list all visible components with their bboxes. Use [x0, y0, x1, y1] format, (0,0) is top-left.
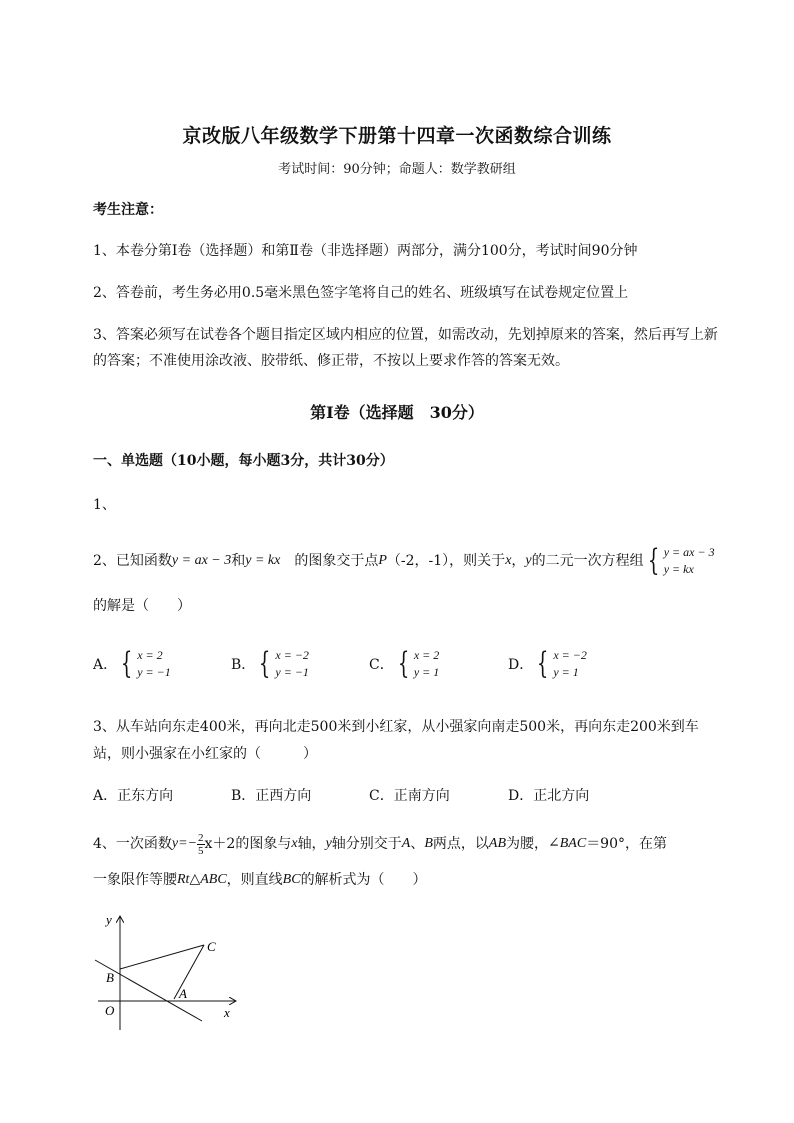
segment-bc	[120, 945, 204, 969]
note-item-3: 3、答案必须写在试卷各个题目指定区域内相应的位置，如需改动，先划掉原来的答案，然后再写上新	[93, 327, 718, 343]
q4-sep: 、	[410, 836, 425, 852]
q2-option-b-label: B．	[231, 657, 256, 673]
q4-fraction	[197, 832, 205, 857]
question-2	[93, 540, 715, 582]
q2-option-c-line-1: x = 2	[413, 648, 440, 662]
q3-option-b[interactable]: B．正西方向	[231, 788, 312, 804]
q2-equation-system: { y = ax − 3 y = kx	[647, 543, 715, 578]
q4-rest-2: 轴，	[297, 836, 326, 852]
note-item-2: 2、答卷前，考生务必用0.5毫米黑色签字笔将自己的姓名、班级填写在试卷规定位置上	[93, 285, 629, 301]
exam-info: 考试时间：90分钟；命题人：数学教研组	[278, 162, 516, 177]
q2-option-a[interactable]: A． { x = 2 y = −1	[93, 646, 171, 681]
q4-rest-1: x＋2的图象与	[204, 836, 292, 852]
q4-line-2-a: 一象限作等腰	[93, 872, 177, 888]
label-o: O	[105, 1003, 115, 1018]
q2-line-2: 的解是（ ）	[93, 598, 191, 614]
q2-option-a-line-1: x = 2	[137, 648, 163, 662]
q2-and: 和	[231, 553, 246, 569]
q2-option-a-label: A．	[93, 657, 118, 673]
q4-point-b: B	[424, 836, 433, 851]
q4-y-axis: y	[325, 836, 332, 851]
q3-option-c[interactable]: C．正南方向	[369, 788, 450, 804]
q4-line-2	[93, 870, 427, 890]
q2-option-d-label: D．	[508, 657, 534, 673]
q4-angle: ∠BAC	[548, 836, 587, 851]
q2-point-coords: （-2，-1），则关于	[386, 553, 506, 569]
q2-option-b-line-2: y = −1	[275, 665, 309, 679]
q2-comma: ，	[511, 553, 526, 569]
q4-y-eq: y=−	[171, 836, 198, 851]
q3-line-1: 3、从车站向东走400米，再向北走500米到小红家，从小强家向南走500米，再向东走200米到车	[93, 719, 699, 735]
q3-option-a[interactable]: A．正东方向	[93, 788, 174, 804]
q2-option-b-line-1: x = −2	[275, 648, 309, 662]
q2-prefix: 2、已知函数	[93, 553, 172, 569]
q4-frac-num: 2	[198, 831, 204, 844]
q4-line-1	[93, 828, 667, 860]
q2-option-c-label: C．	[369, 657, 394, 673]
q2-var-y: y	[525, 553, 532, 568]
q4-frac-den: 5	[198, 844, 204, 857]
q4-rest-6: ＝90°，在第	[586, 836, 668, 852]
q4-prefix: 4、一次函数	[93, 836, 172, 852]
q2-system-line-2: y = kx	[663, 562, 694, 576]
q4-line-2-b: ，则直线	[226, 872, 283, 888]
q4-segment-bc: BC	[282, 872, 301, 887]
q2-option-a-line-2: y = −1	[137, 665, 171, 679]
q2-option-b[interactable]: B． { x = −2 y = −1	[231, 646, 309, 681]
q2-function-1: y = ax − 3	[171, 553, 232, 568]
q4-rest-5: 为腰，	[506, 836, 549, 852]
question-1: 1、	[93, 497, 116, 513]
q2-var-x: x	[505, 553, 512, 568]
note-item-1: 1、本卷分第I卷（选择题）和第Ⅱ卷（非选择题）两部分，满分100分，考试时间90分钟	[93, 243, 638, 259]
q4-line-2-c: 的解析式为（ ）	[300, 872, 427, 888]
q4-figure	[90, 905, 250, 1035]
label-b: B	[106, 970, 114, 985]
q2-option-c[interactable]: C． { x = 2 y = 1	[369, 646, 440, 681]
q4-segment-ab: AB	[488, 836, 507, 851]
label-c: C	[207, 939, 216, 954]
q3-line-2: 站，则小强家在小红家的（ ）	[93, 746, 317, 762]
q2-point-name: P	[378, 553, 387, 568]
q3-option-d[interactable]: D．正北方向	[508, 788, 590, 804]
q2-option-d[interactable]: D． { x = −2 y = 1	[508, 646, 587, 681]
q4-x-axis: x	[291, 836, 298, 851]
notes-heading: 考生注意：	[93, 202, 163, 218]
section-title: 第I卷（选择题 30分）	[310, 403, 484, 422]
q2-mid-1: 的图象交于点	[280, 553, 379, 569]
q2-function-2: y = kx	[245, 553, 281, 568]
q2-mid-2: 的二元一次方程组	[531, 553, 644, 569]
q4-rest-4: 两点，以	[432, 836, 489, 852]
q2-option-c-line-2: y = 1	[413, 665, 440, 679]
q4-rest-3: 轴分别交于	[331, 836, 402, 852]
q2-system-line-1: y = ax − 3	[663, 545, 715, 559]
label-x: x	[224, 1005, 230, 1020]
part-title: 一、单选题（10小题，每小题3分，共计30分）	[93, 453, 394, 469]
label-a: A	[179, 986, 187, 1001]
label-y: y	[106, 912, 112, 927]
q4-point-a: A	[401, 836, 411, 851]
q4-triangle: △ABC	[189, 872, 227, 887]
q4-rt: Rt	[177, 872, 190, 887]
page-title: 京改版八年级数学下册第十四章一次函数综合训练	[182, 125, 612, 147]
q2-option-d-line-2: y = 1	[553, 665, 579, 679]
note-item-3-cont: 的答案；不准使用涂改液、胶带纸、修正带，不按以上要求作答的答案无效。	[93, 353, 569, 369]
q2-option-d-line-1: x = −2	[553, 648, 587, 662]
